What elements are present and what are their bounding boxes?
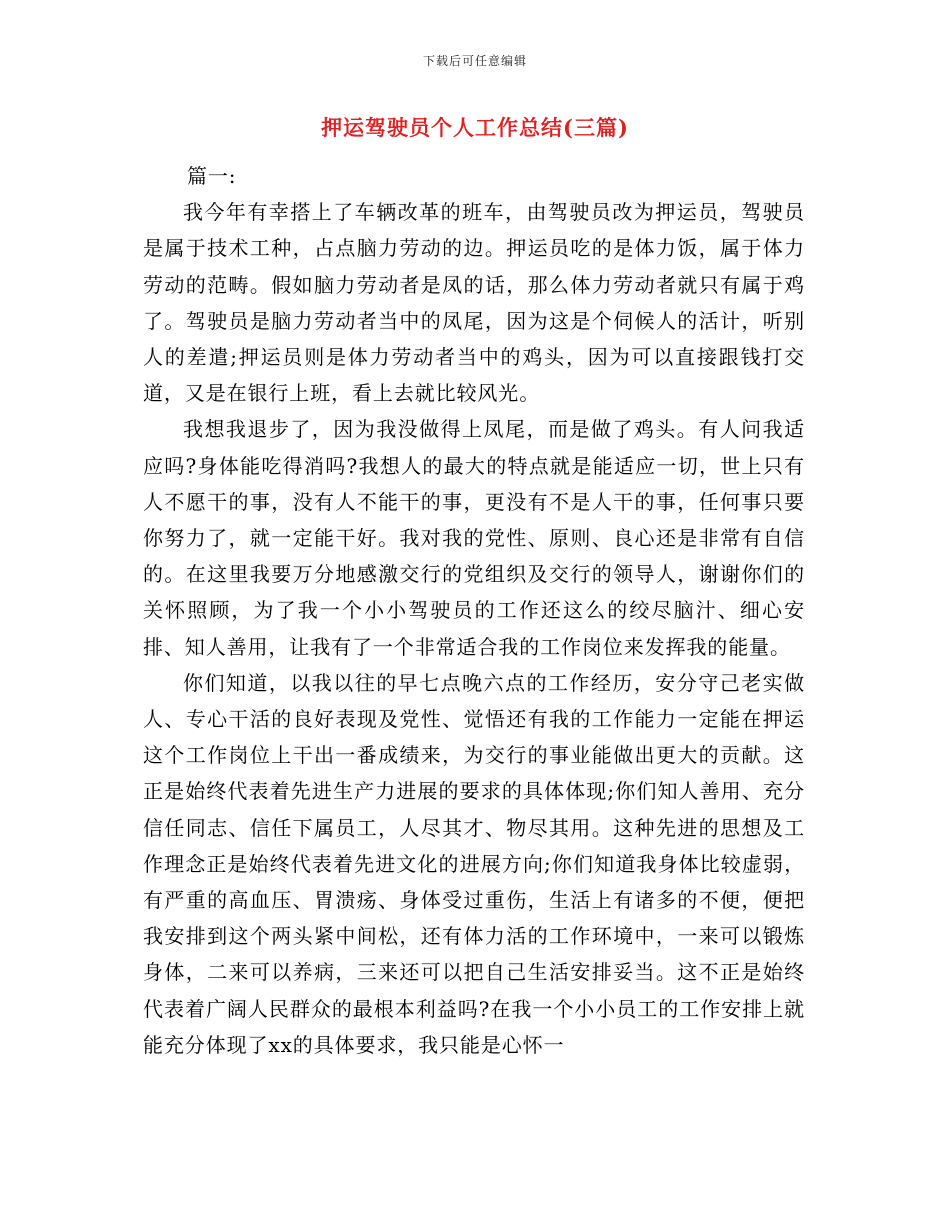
section-label: 篇一:: [187, 164, 237, 188]
document-title: 押运驾驶员个人工作总结(三篇): [321, 115, 629, 140]
page-header-note: 下载后可任意编辑: [422, 54, 527, 68]
document-body: [143, 158, 805, 1063]
paragraph-2: 我想我退步了，因为我没做得上凤尾，而是做了鸡头。有人问我适应吗?身体能吃得消吗?我想人的最大的特点就是能适应一切，世上只有人不愿干的事，没有人不能干的事，更没有不是人干的事，任何事只要你努力了，就一定能干好。我对我的党性、原则、良心还是非常有自信的。在这里我要万分地感激交行的党组织及交行的领导人，谢谢你们的关怀照顾，为了我一个小小驾驶员的工作还这么的绞尽脑汁、细心安排、知人善用，让我有了一个非常适合我的工作岗位来发挥我的能量。: [143, 417, 805, 659]
paragraph-3: 你们知道，以我以往的早七点晚六点的工作经历，安分守己老实做人、专心干活的良好表现及党性、觉悟还有我的工作能力一定能在押运这个工作岗位上干出一番成绩来，为交行的事业能做出更大的贡献。这正是始终代表着先进生产力进展的要求的具体体现;你们知人善用、充分信任同志、信任下属员工，人尽其才、物尽其用。这种先进的思想及工作理念正是始终代表着先进文化的进展方向;你们知道我身体比较虚弱，有严重的高血压、胃溃疡、身体受过重伤，生活上有诸多的不便，便把我安排到这个两头紧中间松，还有体力活的工作环境中，一来可以锻炼身体，二来可以养病，三来还可以把自己生活安排妥当。这不正是始终代表着广阔人民群众的最根本利益吗?在我一个小小员工的工作安排上就能充分体现了xx的具体要求，我只能是心怀一: [143, 670, 805, 1057]
paragraph-1: 我今年有幸搭上了车辆改革的班车，由驾驶员改为押运员，驾驶员是属于技术工种，占点脑力劳动的边。押运员吃的是体力饭，属于体力劳动的范畴。假如脑力劳动者是凤的话，那么体力劳动者就只有属于鸡了。驾驶员是脑力劳动者当中的凤尾，因为这是个伺候人的活计，听别人的差遣;押运员则是体力劳动者当中的鸡头，因为可以直接跟钱打交道，又是在银行上班，看上去就比较风光。: [143, 200, 805, 406]
